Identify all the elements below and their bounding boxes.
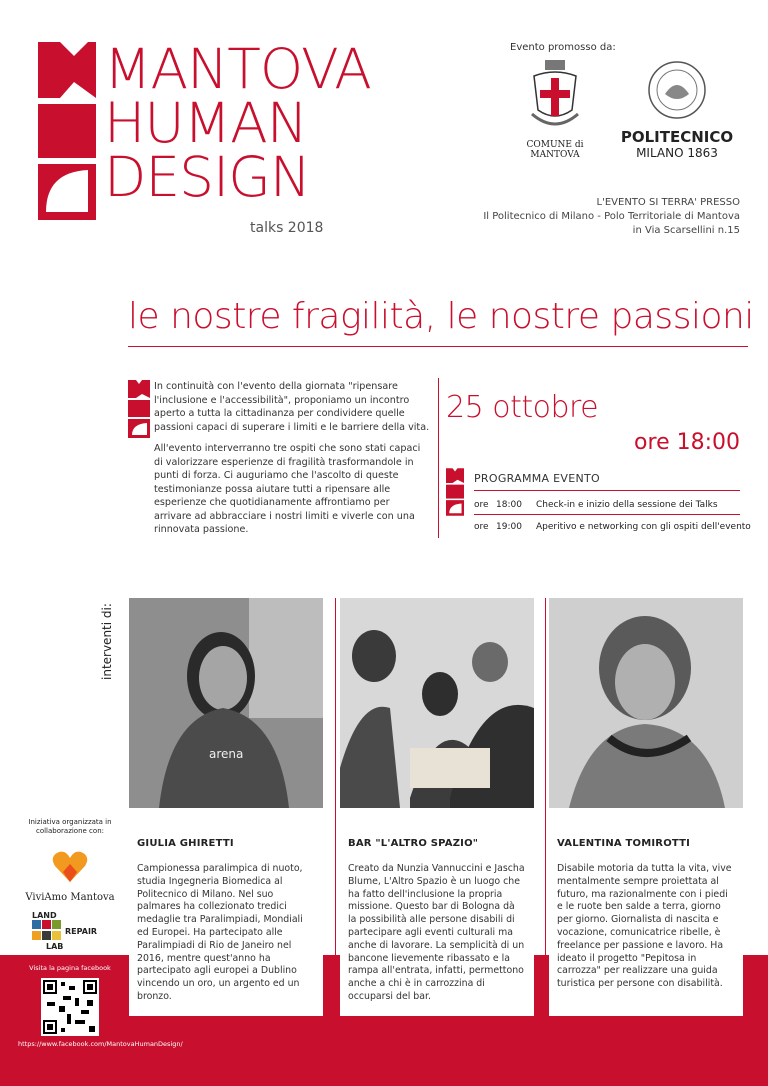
- speaker-photo: [549, 598, 743, 808]
- valentina-photo-icon: [549, 598, 743, 808]
- speaker-bio: Creato da Nunzia Vannuccini e Jascha Blume, L'Altro Spazio è un luogo che ha fatto dell'inclusione la propria missione. Questo bar di Bologna dà la possibilità alle persone disabili di partecipare agli eventi culturali ma anche di lavorare. La semplicità di un bancone lievemente ribassato e la rampa all'entrata, infatti, permettono anche a chi è in carrozzina di occuparsi del bar.: [348, 863, 525, 1002]
- photo-logo-text: arena: [209, 747, 244, 761]
- program-rule: [474, 514, 740, 515]
- event-date: 25 ottobre: [446, 390, 599, 425]
- program-time: 19:00: [496, 522, 522, 532]
- partners-column: [18, 818, 122, 951]
- speaker-card: [340, 598, 534, 1016]
- program-rule: [474, 490, 740, 491]
- speaker-name: VALENTINA TOMIROTTI: [557, 838, 691, 849]
- program-title: PROGRAMMA EVENTO: [474, 472, 601, 485]
- program-logo-icon: [446, 468, 464, 516]
- venue-line-2: Il Politecnico di Milano - Polo Territoriale di Mantova: [483, 211, 740, 222]
- comune-name: COMUNE di MANTOVA: [526, 140, 584, 160]
- speaker-photo: [340, 598, 534, 808]
- speaker-name: GIULIA GHIRETTI: [137, 838, 234, 849]
- promo-label: Evento promosso da:: [510, 42, 616, 53]
- intro-text: [154, 380, 430, 537]
- title-divider: [128, 346, 748, 347]
- land-repair-lab-logo: [32, 911, 122, 951]
- intro-paragraph-2: All'evento interverranno tre ospiti che sono stati capaci di valorizzare esperienze di fragilità trasformandole in punti di forza. Ci auguriamo che l'ascolto di queste testimonianze possa aiutare tutti a ripensare alle esperienze che quotidianamente affrontiamo per arrivare ad abbracciare i nostri limiti e viverle con una rinnovata passione.: [154, 443, 421, 535]
- venue-info: [483, 196, 740, 238]
- event-time: ore 18:00: [634, 430, 740, 455]
- speaker-card: [549, 598, 743, 1016]
- facebook-block: [18, 964, 183, 1048]
- politecnico-seal-icon: [647, 60, 707, 120]
- swimmer-photo-icon: [129, 598, 323, 808]
- organized-label: Iniziativa organizzata in collaborazione con:: [28, 818, 112, 835]
- page-title: le nostre fragilità, le nostre passioni: [128, 296, 754, 337]
- comune-logo: [520, 60, 590, 160]
- comune-crest-icon: [530, 60, 580, 134]
- interventi-label: interventi di:: [100, 603, 114, 680]
- brand-line-2: HUMAN: [104, 91, 307, 155]
- land-label: LAND: [32, 911, 57, 920]
- program-time: 18:00: [496, 500, 522, 510]
- intro-paragraph-1: In continuità con l'evento della giornata "ripensare l'inclusione e l'accessibilità", proponiamo un incontro aperto a tutta la cittadinanza per condividere quelle passioni capaci di superare i limiti e le barriere della vita.: [154, 381, 430, 433]
- politecnico-logo: [612, 60, 742, 160]
- program-desc: Aperitivo e networking con gli ospiti dell'evento: [536, 522, 751, 532]
- program-row: [474, 522, 751, 532]
- speaker-bio: Campionessa paralimpica di nuoto, studia Ingegneria Biomedica al Politecnico di Milano. Nel suo palmares ha collezionato tredici medaglie tra Paralimpiadi, Mondiali ed Europei. Ha partecipato alle Paralimpiadi di Rio de Janeiro nel 2016, mentre quest'anno ha partecipato agli europei a Dublino vincendo un oro, un argento ed un bronzo.: [137, 863, 303, 1002]
- card-separator: [545, 598, 546, 1016]
- program-ore: ore: [474, 500, 489, 510]
- facebook-url[interactable]: https://www.facebook.com/MantovaHumanDesign/: [18, 1040, 183, 1048]
- venue-line-3: in Via Scarsellini n.15: [632, 225, 740, 236]
- politecnico-name: POLITECNICO: [620, 128, 734, 146]
- brand-line-3: DESIGN: [104, 145, 310, 209]
- venue-line-1: L'EVENTO SI TERRA' PRESSO: [596, 197, 740, 208]
- vertical-divider: [438, 378, 439, 538]
- heart-logo-icon: [51, 850, 89, 884]
- speaker-photo: [129, 598, 323, 808]
- lab-label: LAB: [46, 942, 64, 951]
- speaker-bio: Disabile motoria da tutta la vita, vive mentalmente sempre proiettata al futuro, ma razionalmente con i piedi e le ruote ben salde a terra, giorno per giorno. Giornalista di nascita e vocazione, comunicatrice ribelle, è freelance per passione e lavoro. Ha ideato il progetto "Pepitosa in carrozza" per realizzare una guida turistica per persone con disabilità.: [557, 863, 732, 990]
- program-row: [474, 500, 718, 510]
- speaker-name: BAR "L'ALTRO SPAZIO": [348, 838, 479, 849]
- bar-team-photo-icon: [340, 598, 534, 808]
- land-grid-icon: [32, 920, 62, 942]
- mini-logo-icon: [128, 380, 150, 438]
- politecnico-sub: MILANO 1863: [636, 146, 718, 160]
- qr-code-icon[interactable]: [41, 978, 99, 1036]
- mhd-logo-icon: [38, 42, 96, 220]
- facebook-visit-label: Visita la pagina facebook: [29, 964, 111, 972]
- brand-line-1: MANTOVA: [104, 37, 371, 101]
- speaker-card: [129, 598, 323, 1016]
- viviamo-mantova-logo: ViviAmo Mantova: [25, 892, 115, 903]
- program-ore: ore: [474, 522, 489, 532]
- card-separator: [335, 598, 336, 1016]
- repair-label: REPAIR: [65, 926, 98, 936]
- program-desc: Check-in e inizio della sessione dei Talks: [536, 500, 718, 510]
- talks-label: talks 2018: [250, 220, 324, 236]
